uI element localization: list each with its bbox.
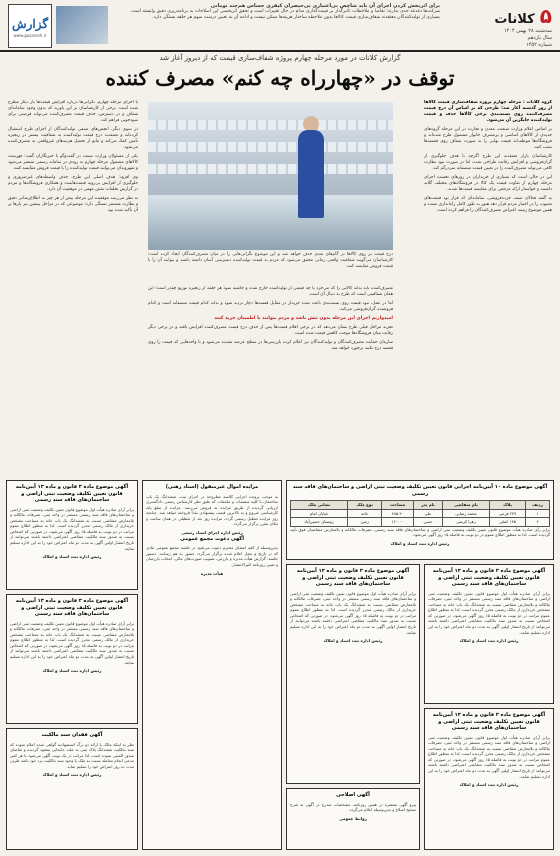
issue-meta-line: سه‌شنبه ۲۸ بهمن ۱۴۰۴ <box>503 28 552 34</box>
ad-title: آگهی موضوع ماده ۳ قانون و ماده ۱۳ آیین‌نامه قانون تعیین تکلیف وضعیت ثبتی اراضی و ساختمان‌های فاقد سند رسمی <box>15 598 129 617</box>
main-article <box>8 100 552 476</box>
teaser-kicker: برای اثربخش کردن اجرای آن باید شاخص بی‌اعتباری بی‌حیصران کیفری حساس هم‌چند تومانی <box>210 3 440 9</box>
ad-signature: رئیس اداره ثبت اسناد و املاک <box>459 782 519 788</box>
table-cell: خیابان امام <box>291 509 348 518</box>
ad-body: پیرو آگهی منتشره در همین روزنامه، مشخصات مندرج در آگهی به شرح صحیح اصلاح و بدین‌وسیله اعلام می‌گردد. <box>290 801 416 813</box>
teaser-photo <box>56 6 108 44</box>
table-cell: علی <box>414 509 443 518</box>
table-cell: زمین <box>348 518 382 527</box>
ad-body: برابر آرای صادره هیأت اول موضوع قانون تعیین تکلیف وضعیت ثبتی اراضی و ساختمان‌های فاقد سند رسمی مستقر در واحد ثبتی، تصرفات مالکانه و بلامعارض متقاضی نسبت به ششدانگ یک باب خانه به مساحت مشخص خریداری از مالک رسمی محرز گردیده است. لذا به منظور اطلاع عموم مراتب در دو نوبت به فاصله ۱۵ روز آگهی می‌شود، در صورتی که اشخاص نسبت به صدور سند مالکیت متقاضی اعتراضی داشته باشند می‌توانند از تاریخ انتشار اولین آگهی به مدت دو ماه اعتراض خود را به این اداره تسلیم نمایند. <box>290 590 416 635</box>
table-cell: ۲ <box>526 518 550 527</box>
table-row <box>291 518 550 527</box>
table-cell: حسن <box>414 518 443 527</box>
table-row <box>291 509 550 518</box>
newspaper-logo <box>8 4 52 48</box>
ad-registry-notice <box>424 564 554 704</box>
ad-title: آگهی موضوع ماده ۳ قانون و ماده ۱۳ آیین‌نامه قانون تعیین تکلیف وضعیت ثبتی اراضی و ساختمان‌های فاقد سند رسمی <box>15 484 129 503</box>
photo-shelf <box>148 120 393 130</box>
article-paragraph: این در حالی است که بسیاری از خریداران در روزهای نخست اجرای مرحله چهارم از تفاوت قیمت یک کالا در فروشگاه‌های مختلف گلایه داشتند و خواستار ارائه مرجعی برای مقایسه قیمت‌ها شدند. <box>424 175 552 192</box>
article-paragraph: گروه کلانات : مرحله چهارم پروژه شفاف‌سازی قیمت کالاها از روز گذشته آغاز شد؛ طرحی که بر اساس آن درج قیمت مصرف‌کننده روی بسته‌بندی برخی کالاها حذف و قیمت تولیدکننده جایگزین آن می‌شود. <box>424 100 552 123</box>
table-cell: ۲۳۷ فرعی <box>489 509 525 518</box>
table-header-row <box>291 501 550 510</box>
article-paragraph: به نظر می‌رسد موفقیت این مرحله بیش از هر چیز به اطلاع‌رسانی دقیق و نظارت مستمر بستگی دارد؛ موضوعی که در مراحل پیشین نیز بارها بر آن تأکید شده بود. <box>8 196 138 213</box>
ad-body: برابر رأی صادره هیأت موضوع قانون تعیین تکلیف وضعیت ثبتی اراضی و ساختمان‌های فاقد سند رسمی، تصرفات مالکانه و بلامعارض متقاضیان فوق تأیید گردیده است. لذا به منظور اطلاع عموم در دو نوبت به فاصله ۱۵ روز آگهی می‌شود. <box>290 526 550 538</box>
ad-signature: رئیس اداره ثبت اسناد و املاک <box>42 668 102 674</box>
photo-freezer <box>148 195 393 250</box>
photo-shelf <box>148 142 393 152</box>
ad-signature: رئیس اداره ثبت اسناد و املاک <box>42 554 102 560</box>
article-column-middle <box>148 286 393 476</box>
table-header: مساحت <box>382 501 414 510</box>
ad-title: آگهی موضوع ماده ۳ قانون و ماده ۱۳ آیین‌نامه قانون تعیین تکلیف وضعیت ثبتی اراضی و ساختمان‌های فاقد سند رسمی <box>432 712 546 731</box>
ad-correction <box>286 788 420 850</box>
table-cell: ۱۶۰.۰۰ <box>382 518 414 527</box>
ad-auction <box>142 480 282 850</box>
ad-body: برابر آرای صادره هیأت اول موضوع قانون تعیین تکلیف وضعیت ثبتی اراضی و ساختمان‌های فاقد سند رسمی مستقر در واحد ثبتی، تصرفات مالکانه و بلامعارض متقاضی نسبت به ششدانگ یک باب خانه به مساحت مشخص خریداری از مالک رسمی محرز گردیده است. لذا به منظور اطلاع عموم مراتب در دو نوبت به فاصله ۱۵ روز آگهی می‌شود، در صورتی که اشخاص نسبت به صدور سند مالکیت متقاضی اعتراضی داشته باشند می‌توانند از تاریخ انتشار اولین آگهی به مدت دو ماه اعتراض خود را به این اداره تسلیم نمایند. <box>10 620 134 665</box>
ad-lost-deed <box>6 728 138 850</box>
supertitle: گزارش کلانات در مورد مرحله چهارم پروژه شفاف‌سازی قیمت که از دیروز آغاز شد <box>159 54 401 62</box>
article-column-left <box>8 100 138 476</box>
table-cell: ۱۴۵ اصلی <box>489 518 525 527</box>
article-paragraph: وی افزود: هدف اصلی این طرح، حذف واسطه‌های غیرضروری و جلوگیری از افزایش بی‌رویه قیمت‌هاست و همکاری فروشگاه‌ها و مردم در گزارش تخلفات نقش مهمی در موفقیت آن دارد. <box>8 175 138 192</box>
page-number-block <box>494 4 552 49</box>
article-paragraph: اما در عمل، نبود قیمت روی بسته‌بندی باعث شده خریدار در مقابل قفسه‌ها دچار تردید شود و نداند کدام قیمت منصفانه است و کدام فروشنده گران‌فروشی می‌کند. <box>148 301 393 312</box>
table-cell: ۲۸۵.۴۰ <box>382 509 414 518</box>
photo-shelf <box>148 164 393 174</box>
table-cell: ۱ <box>526 509 550 518</box>
table-cell: زهرا کریمی <box>442 518 489 527</box>
article-paragraph: بر اساس اعلام وزارت صنعت، معدن و تجارت در این مرحله گروه‌های جدیدی از کالاهای اساسی و پرمصرف خانوار مشمول طرح شده‌اند و فروشگاه‌ها موظف‌اند قیمت نهایی را به صورت شفاف روی قفسه‌ها نصب کنند. <box>424 127 552 150</box>
issue-meta <box>494 28 552 49</box>
ad-title: آگهی فقدان سند مالکیت <box>41 732 103 738</box>
ad-registry-notice <box>424 708 554 850</box>
ad-signature: رئیس اداره ثبت اسناد و املاک <box>459 638 519 644</box>
photo-shopper <box>298 130 324 218</box>
issue-meta-line: شماره ۱۴۵۲ <box>526 42 552 48</box>
article-paragraph: تجربه مراحل قبلی طرح نشان می‌دهد که در برخی اقلام قیمت‌ها پس از حذف درج قیمت مصرف‌کننده افزایش یافته و در برخی دیگر رقابت میان فروشگاه‌ها موجب کاهش قیمت شده است. <box>148 325 393 336</box>
ad-title: مزایده اموال غیرمنقول (اسناد رهنی) <box>165 484 259 490</box>
table-header: نوع ملک <box>348 501 382 510</box>
table-header: ردیف <box>526 501 550 510</box>
table-cell: روستای حسین‌آباد <box>291 518 348 527</box>
ad-title: آگهی موضوع ماده ۳ قانون و ماده ۱۳ آیین‌نامه قانون تعیین تکلیف وضعیت ثبتی اراضی و ساختمان‌های فاقد سند رسمی <box>432 568 546 587</box>
ad-registry-table <box>286 480 554 560</box>
ad-signature: رئیس اداره ثبت اسناد و املاک <box>323 638 383 644</box>
ad-signature: هیأت مدیره <box>200 570 224 576</box>
supermarket-photo <box>148 102 393 250</box>
photo-caption: درج قیمت بر روی کالاها در گام‌های بعدی حذف خواهد شد و این موضوع نگرانی‌هایی را در میان مصرف‌کنندگان ایجاد کرده است؛ کارشناسان می‌گویند شفافیت واقعی زمانی محقق می‌شود که مردم به قیمت تولیدکننده دسترسی آسان داشته باشند و بتوانند آن را با قیمت فروش مقایسه کنند. <box>148 252 393 269</box>
ad-body: برابر آرای صادره هیأت اول موضوع قانون تعیین تکلیف وضعیت ثبتی اراضی و ساختمان‌های فاقد سند رسمی مستقر در واحد ثبتی، تصرفات مالکانه و بلامعارض متقاضی نسبت به ششدانگ یک باب خانه به مساحت مشخص خریداری از مالک رسمی محرز گردیده است. لذا به منظور اطلاع عموم مراتب در دو نوبت به فاصله ۱۵ روز آگهی می‌شود، در صورتی که اشخاص نسبت به صدور سند مالکیت متقاضی اعتراضی داشته باشند می‌توانند از تاریخ انتشار اولین آگهی به مدت دو ماه اعتراض خود را به این اداره تسلیم نمایند. <box>428 590 551 635</box>
page-number: ۵ <box>539 4 552 28</box>
article-paragraph: با اجرای مرحله چهارم، نگرانی‌ها درباره افزایش قیمت‌ها بار دیگر مطرح شده است. برخی از کارشناسان بر این باورند که بدون وجود سامانه‌ای شفاف و در دسترس، حذف قیمت مصرف‌کننده می‌تواند فرصتی برای سودجویی فراهم کند. <box>8 100 138 123</box>
ad-title: آگهی دعوت مجمع عمومی <box>180 535 244 542</box>
ad-registry-notice <box>6 480 138 590</box>
ad-body: به موجب پرونده اجرایی کلاسه مطروحه در اجرای ثبت، ششدانگ یک باب ساختمان با کلیه منضمات و ملحقات که طبق نظر کارشناس رسمی دادگستری ارزیابی گردیده از طریق مزایده به فروش می‌رسد. مزایده از مبلغ پایه کارشناسی شروع و به بالاترین قیمت پیشنهادی نقداً فروخته خواهد شد. چنانچه روز مزایده تعطیل رسمی گردد، مزایده روز بعد از تعطیلی در همان ساعت و مکان مقرر برگزار می‌گردد. <box>146 493 278 527</box>
issue-meta-line: سال یازدهم <box>527 35 552 41</box>
masthead <box>0 0 560 52</box>
ad-body: برابر آرای صادره هیأت اول موضوع قانون تعیین تکلیف وضعیت ثبتی اراضی و ساختمان‌های فاقد سند رسمی مستقر در واحد ثبتی، تصرفات مالکانه و بلامعارض متقاضی نسبت به ششدانگ یک باب خانه به مساحت مشخص خریداری از مالک رسمی محرز گردیده است. لذا به منظور اطلاع عموم مراتب در دو نوبت به فاصله ۱۵ روز آگهی می‌شود، در صورتی که اشخاص نسبت به صدور سند مالکیت متقاضی اعتراضی داشته باشند می‌توانند از تاریخ انتشار اولین آگهی به مدت دو ماه اعتراض خود را به این اداره تسلیم نمایند. <box>428 734 551 779</box>
pull-quote: امیدواریم اجرای این مرحله بدون تنش باشد و مردم بتوانند با اطمینان خرید کنند <box>214 316 393 321</box>
teaser <box>130 3 440 22</box>
article-paragraph: به گفته فعالان صنف خرده‌فروشی، سامانه‌ای که قرار بود قیمت‌های مصوب را در اختیار مردم قرار دهد هنوز به طور کامل راه‌اندازی نشده و همین موضوع زمینه اعتراض مصرف‌کنندگان را فراهم کرده است. <box>424 196 552 213</box>
ad-body: نظر به اینکه مالک با ارائه دو برگ استشهادیه گواهی شده اعلام نموده که سند مالکیت ششدانگ پلاک ثبتی به علت جابجایی مفقود گردیده و تقاضای صدور المثنی نموده است، لذا مراتب در یک نوبت آگهی می‌شود تا هر کس مدعی انجام معامله نسبت به ملک یا وجود سند مالکیت نزد خود باشد ظرف مدت ده روز اعتراض خود را تسلیم نماید. <box>10 741 134 769</box>
article-paragraph: در سوی دیگر، انجمن‌های صنفی تولیدکنندگان از اجرای طرح استقبال کرده‌اند و معتقدند درج قیمت تولیدکننده به شفافیت بیشتر در زنجیره تأمین کمک می‌کند و مانع از تحمیل هزینه‌های غیرواقعی به مصرف‌کننده می‌شود. <box>8 127 138 150</box>
ad-registry-notice <box>286 564 420 784</box>
section-title: کلانات <box>494 12 535 27</box>
ad-body: برابر آرای صادره هیأت اول موضوع قانون تعیین تکلیف وضعیت ثبتی اراضی و ساختمان‌های فاقد سند رسمی مستقر در واحد ثبتی، تصرفات مالکانه و بلامعارض متقاضی نسبت به ششدانگ یک باب خانه به مساحت مشخص خریداری از مالک رسمی محرز گردیده است. لذا به منظور اطلاع عموم مراتب در دو نوبت به فاصله ۱۵ روز آگهی می‌شود، در صورتی که اشخاص نسبت به صدور سند مالکیت متقاضی اعتراضی داشته باشند می‌توانند از تاریخ انتشار اولین آگهی به مدت دو ماه اعتراض خود را به این اداره تسلیم نمایند. <box>10 506 134 551</box>
table-cell: خانه <box>348 509 382 518</box>
ad-title: آگهی اصلاحی <box>336 792 370 798</box>
registry-table <box>290 500 550 527</box>
ad-body: بدین‌وسیله از کلیه اعضای محترم دعوت می‌شود در جلسه مجمع عمومی عادی که در تاریخ و محل اعلام شده برگزار می‌گردد حضور به هم رسانند. دستور جلسه: گزارش هیأت مدیره و بازرس، تصویب صورت‌های مالی، انتخاب بازرسان و تعیین روزنامه کثیرالانتشار. <box>146 545 278 567</box>
headline-block <box>10 54 550 90</box>
ad-signature: رئیس اداره ثبت اسناد و املاک <box>42 772 102 778</box>
page-title: توقف در «چهارراه چه کنم» مصرف کننده <box>105 66 455 90</box>
ad-title: آگهی موضوع ماده ۱۰ آیین‌نامه اجرایی قانون تعیین تکلیف وضعیت ثبتی اراضی و ساختمان‌های فاقد سند رسمی <box>292 484 548 497</box>
logo-text: گزارش <box>11 17 49 31</box>
ad-signature: روابط عمومی <box>339 815 367 821</box>
table-cell: محمد رضایی <box>442 509 489 518</box>
ad-title: آگهی موضوع ماده ۳ قانون و ماده ۱۳ آیین‌نامه قانون تعیین تکلیف وضعیت ثبتی اراضی و ساختمان‌های فاقد سند رسمی <box>296 568 410 587</box>
ad-registry-notice <box>6 594 138 724</box>
legal-ads-section <box>6 480 554 850</box>
table-header: نام متقاضی <box>442 501 489 510</box>
article-paragraph: کارشناسان بازار معتقدند این طرح اگرچه با هدف جلوگیری از گران‌فروشی و افزایش رقابت طراحی شده، اما در صورت نبود نظارت کافی می‌تواند مصرف‌کننده را در تعیین قیمت منصفانه سردرگم کند. <box>424 154 552 171</box>
table-header: پلاک <box>489 501 525 510</box>
article-paragraph: سازمان حمایت مصرف‌کنندگان و تولیدکنندگان نیز اعلام کرده بازرسی‌ها در سطح عرضه تشدید می‌شود و با واحدهایی که قیمت را روی قفسه درج نکنند برخورد خواهد شد. <box>148 340 393 351</box>
ad-signature: رئیس اداره اجرای اسناد رسمی <box>181 530 243 536</box>
table-header: نام پدر <box>414 501 443 510</box>
article-paragraph: مصرف‌کننده باید بداند کالایی را که می‌خرد با چه قیمتی از تولیدکننده خارج شده و حاشیه سود هر حلقه از زنجیره توزیع چقدر است؛ این همان شفافیتی است که طرح به دنبال آن است. <box>148 286 393 297</box>
ad-signature: رئیس اداره ثبت اسناد و املاک <box>390 540 450 546</box>
article-paragraph: یکی از مسئولان وزارت صمت در گفت‌وگو با خبرنگاران گفت: فهرست کالاهای مشمول مرحله چهارم به زودی در سامانه رسمی منتشر می‌شود و شهروندان می‌توانند قیمت تولیدکننده را با قیمت فروش مقایسه کنند. <box>8 154 138 171</box>
table-header: نشانی ملک <box>291 501 348 510</box>
teaser-body: شرکت‌ها دغدغه جدی ندارند؛ تقاضا و ملاحظات تأثیرگذار بر قیمت‌گذاری مدام در حال تغییرات است و تحقق اثربخشی این اصلاحات به برنامه‌ریزی دقیق وابسته است. بسیاری از تولیدکنندگان معتقدند شفاف‌سازی قیمت کالاها بدون ملاحظه ساختار هزینه‌ها ممکن نیست و ادامه آن به تعیین درست سهم هر حلقه بستگی دارد. <box>130 9 440 21</box>
logo-url: www.gozaresh.ir <box>13 33 47 38</box>
article-column-right <box>424 100 552 476</box>
